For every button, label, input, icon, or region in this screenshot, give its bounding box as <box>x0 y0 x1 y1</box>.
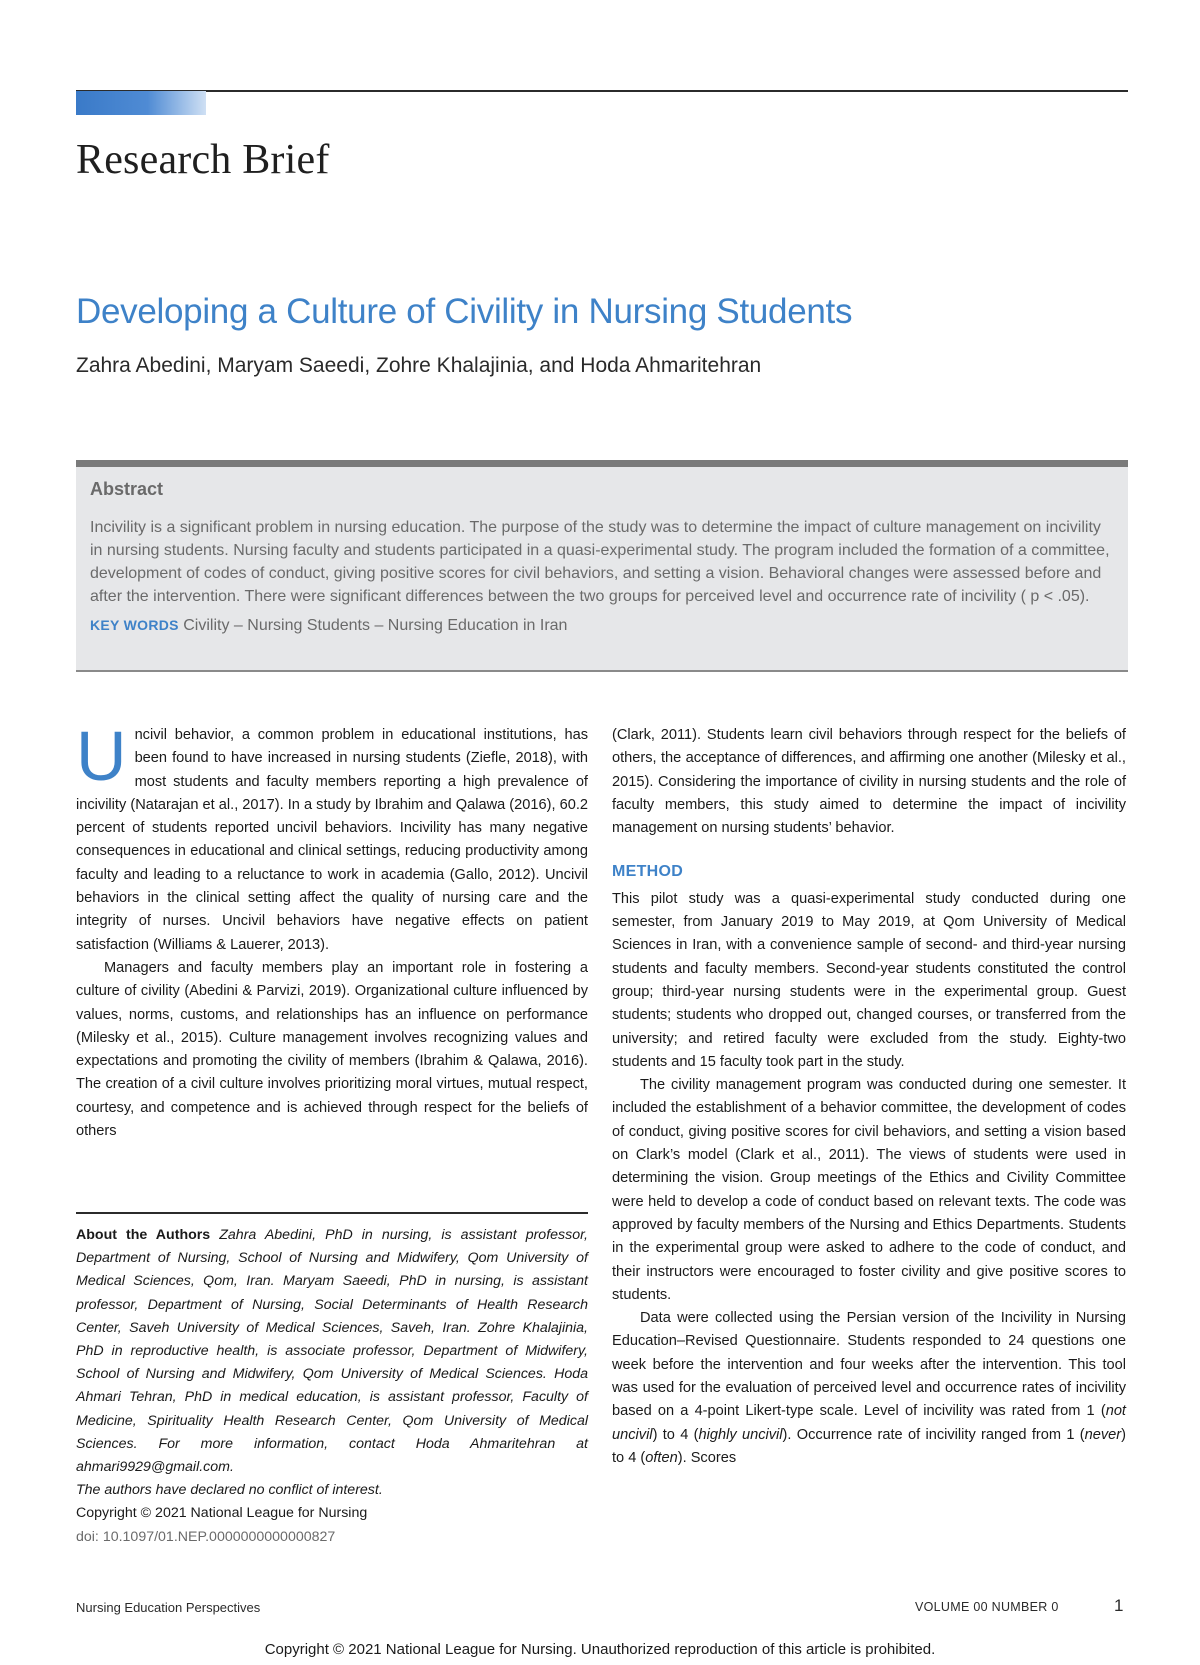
footer-volume: VOLUME 00 NUMBER 0 <box>915 1600 1059 1614</box>
method-paragraph-2: The civility management program was conducted during one semester. It included the establishment of a behavior committee, the development of codes of conduct, giving positive scores for civil behaviors, and setting a vision based on Clark’s model (Clark et al., 2011). The views of students were used in determining the vision. Group meetings of the Ethics and Civility Committee were held to develop a code of conduct based on relevant texts. The code was approved by faculty members of the Nursing and Ethics Departments. Students in the experimental group were asked to adhere to the code of conduct, and their instructors were encouraged to foster civility and give positive scores to students. <box>612 1077 1126 1303</box>
about-authors-box <box>76 1224 588 1549</box>
footer-page-number: 1 <box>1114 1596 1124 1615</box>
scale-label-never: never <box>1084 1426 1122 1443</box>
scale-label-highly-uncivil: highly uncivil <box>698 1426 783 1443</box>
abstract-heading: Abstract <box>90 479 164 499</box>
section-accent-bar <box>76 91 206 115</box>
about-authors-paragraph <box>76 1224 588 1479</box>
footer-journal-name: Nursing Education Perspectives <box>76 1600 261 1615</box>
method-3-text-d: ) to 4 ( <box>612 1426 1127 1466</box>
doi-link[interactable]: doi: 10.1097/01.NEP.0000000000000827 <box>76 1528 336 1545</box>
method-3-text-e: ). Scores <box>677 1449 737 1466</box>
about-copyright: Copyright © 2021 National League for Nursing <box>76 1505 368 1522</box>
left-column <box>76 717 588 1143</box>
keywords-label: KEY WORDS <box>90 617 179 633</box>
article-title: Developing a Culture of Civility in Nursing Students <box>76 292 853 331</box>
method-paragraph-1: This pilot study was a quasi-experimental study conducted during one semester, from January 2019 to May 2019, at Qom University of Medical Sciences in Iran, with a convenience sample of second- and third-year nursing students and faculty members. Second-year students constituted the control group; third-year nursing students were in the experimental group. Guest students; students who dropped out, changed courses, or transferred from the university; and retired faculty were excluded from the study. Eighty-two students and 15 faculty took part in the study. <box>612 890 1126 1070</box>
intro-text: ncivil behavior, a common problem in educational institutions, has been found to have increased in nursing students (Ziefle, 2018), with most students and faculty members reporting a high prevalence of incivility (Natarajan et al., 2017). In a study by Ibrahim and Qalawa (2016), 60.2 percent of students reported uncivil behaviors. Incivility has many negative consequences in educational and clinical settings, reducing productivity among faculty and leading to a reluctance to work in academia (Gallo, 2012). Uncivil behaviors in the clinical setting affect the quality of nursing care and the integrity of nurses. Uncivil behaviors have negative effects on patient satisfaction (Williams & Lauerer, 2013). <box>76 727 588 953</box>
conflict-statement: The authors have declared no conflict of interest. <box>76 1482 383 1499</box>
scale-label-not-uncivil: not uncivil <box>612 1403 1126 1443</box>
method-heading: METHOD <box>612 863 684 881</box>
about-authors-rule <box>76 1212 588 1214</box>
method-3-text-b: ) to 4 ( <box>652 1426 699 1443</box>
body-paragraph-2-continued: (Clark, 2011). Students learn civil behaviors through respect for the beliefs of others, the acceptance of differences, and affirming one another (Milesky et al., 2015). Considering the importance of civility in nursing students and the role of faculty members, this study aimed to determine the impact of incivility management on nursing students’ behavior. <box>612 727 1126 837</box>
keywords-line <box>90 617 1114 635</box>
method-3-text-c: ). Occurrence rate of incivility ranged from 1 ( <box>782 1426 1085 1443</box>
right-column <box>612 724 1126 1470</box>
abstract-text: Incivility is a significant problem in nursing education. The purpose of the study was to determine the impact of culture management on incivility in nursing students. Nursing faculty and students participated in a quasi-experimental study. The program included the formation of a committee, development of codes of conduct, giving positive scores for civil behaviors, and setting a vision. Behavioral changes were assessed before and after the intervention. There were significant differences between the two groups for perceived level and occurrence rate of incivility ( p < .05). <box>90 519 1110 605</box>
intro-paragraph <box>76 717 588 957</box>
body-paragraph-2: Managers and faculty members play an important role in fostering a culture of civility (Abedini & Parvizi, 2019). Organizational culture influenced by values, norms, customs, and relationships has an influence on performance (Milesky et al., 2015). Culture management involves recognizing values and expectations and promoting the civility of members (Ibrahim & Qalawa, 2016). The creation of a civil culture involves prioritizing moral virtues, mutual respect, courtesy, and competence and is achieved through respect for the beliefs of others <box>76 959 588 1140</box>
drop-cap: U <box>76 717 127 795</box>
copyright-notice: Copyright © 2021 National League for Nursing. Unauthorized reproduction of this article is prohibited. <box>264 1641 936 1658</box>
about-authors-bio: Zahra Abedini, PhD in nursing, is assistant professor, Department of Nursing, School of Nursing and Midwifery, Qom University of Medical Sciences, Qom, Iran. Maryam Saeedi, PhD in nursing, is assistant professor, Department of Nursing, Social Determinants of Health Research Center, Saveh University of Medical Sciences, Saveh, Iran. Zohre Khalajinia, PhD in reproductive health, is associate professor, Department of Midwifery, School of Nursing and Midwifery, Qom University of Medical Sciences. Hoda Ahmari Tehran, PhD in medical education, is assistant professor, Faculty of Medicine, Spirituality Health Research Center, Qom University of Medical Sciences. For more information, contact Hoda Ahmaritehran at ahmari9929@gmail.com. <box>76 1227 588 1476</box>
keywords-list: Civility – Nursing Students – Nursing Education in Iran <box>183 617 568 634</box>
method-3-text-a: Data were collected using the Persian version of the Incivility in Nursing Education–Revised Questionnaire. Students responded to 24 questions one week before the intervention and four weeks after the intervention. This tool was used for the evaluation of perceived level and occurrence rates of incivility based on a 4-point Likert-type scale. Level of incivility was rated from 1 ( <box>612 1310 1126 1420</box>
method-paragraph-3 <box>612 1307 1126 1470</box>
section-label: Research Brief <box>76 137 330 183</box>
abstract-box <box>76 460 1128 672</box>
article-authors: Zahra Abedini, Maryam Saeedi, Zohre Khalajinia, and Hoda Ahmaritehran <box>76 354 762 377</box>
scale-label-often: often <box>645 1449 678 1466</box>
top-rule <box>76 90 1128 92</box>
about-authors-lead: About the Authors <box>76 1227 211 1243</box>
